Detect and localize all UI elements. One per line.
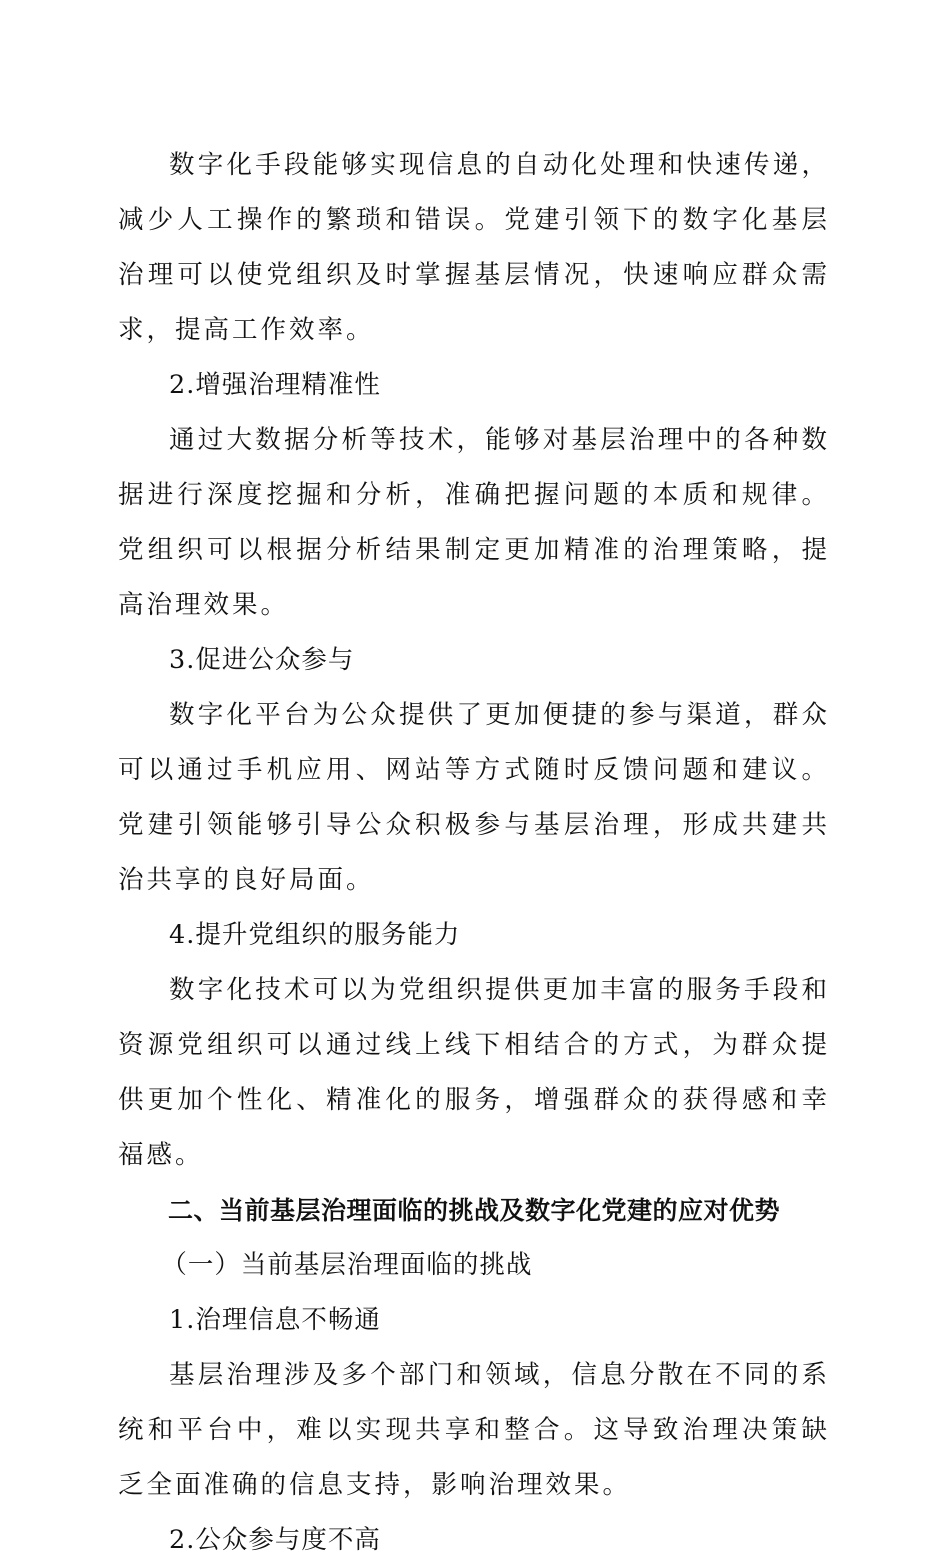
item-heading-precision: 2.增强治理精准性 (169, 370, 381, 400)
paragraph-efficiency: 数字化手段能够实现信息的自动化处理和快速传递，减少人工操作的繁琐和错误。党建引领下的数字化基层治理可以使党组织及时掌握基层情况，快速响应群众需求，提高工作效率。 (118, 150, 830, 345)
item-heading-public-participation: 2.公众参与度不高 (169, 1525, 381, 1555)
paragraph-information: 基层治理涉及多个部门和领域，信息分散在不同的系统和平台中，难以实现共享和整合。这导致治理决策缺乏全面准确的信息支持，影响治理效果。 (118, 1360, 830, 1500)
paragraph-service: 数字化技术可以为党组织提供更加丰富的服务手段和资源党组织可以通过线上线下相结合的方式，为群众提供更加个性化、精准化的服务，增强群众的获得感和幸福感。 (118, 975, 830, 1170)
section-heading-challenges: 二、当前基层治理面临的挑战及数字化党建的应对优势 (168, 1196, 781, 1225)
paragraph-precision: 通过大数据分析等技术，能够对基层治理中的各种数据进行深度挖掘和分析，准确把握问题的本质和规律。党组织可以根据分析结果制定更加精准的治理策略，提高治理效果。 (118, 425, 830, 620)
item-heading-information: 1.治理信息不畅通 (169, 1305, 381, 1335)
subsection-heading-challenges: （一）当前基层治理面临的挑战 (161, 1250, 533, 1280)
paragraph-participation: 数字化平台为公众提供了更加便捷的参与渠道，群众可以通过手机应用、网站等方式随时反馈问题和建议。党建引领能够引导公众积极参与基层治理，形成共建共治共享的良好局面。 (118, 700, 830, 895)
document-body (118, 138, 830, 1568)
item-heading-participation: 3.促进公众参与 (169, 645, 355, 675)
item-heading-service: 4.提升党组织的服务能力 (169, 920, 461, 950)
